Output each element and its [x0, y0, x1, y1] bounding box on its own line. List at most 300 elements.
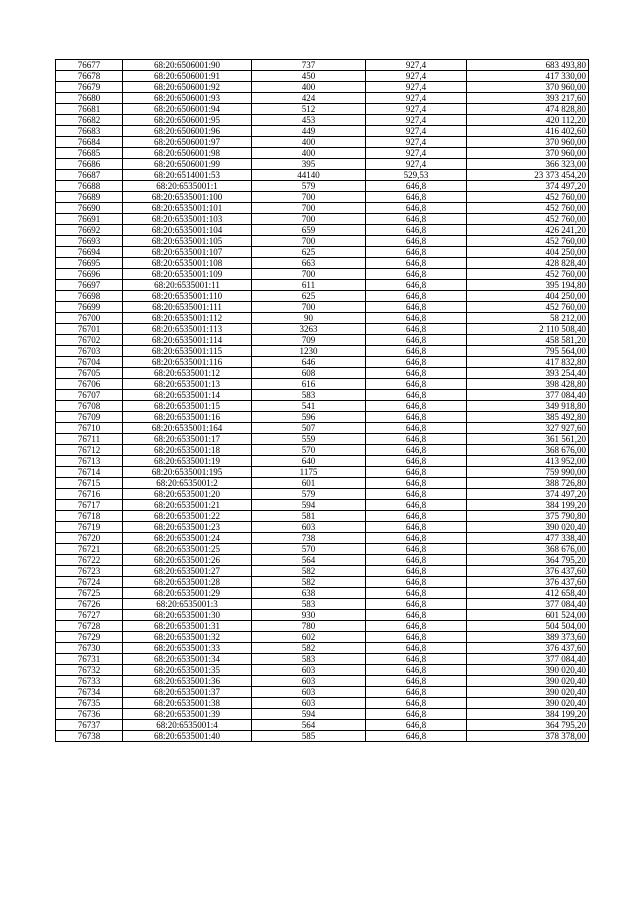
- area-cell: 400: [252, 137, 366, 148]
- rate-cell: 529,53: [366, 170, 467, 181]
- value-cell: 390 020,40: [467, 698, 589, 709]
- area-cell: 603: [252, 522, 366, 533]
- row-number-cell: 76706: [56, 379, 123, 390]
- area-cell: 700: [252, 192, 366, 203]
- table-row: [56, 412, 589, 423]
- value-cell: 376 437,60: [467, 643, 589, 654]
- value-cell: 390 020,40: [467, 676, 589, 687]
- cadastral-number-cell: 68:20:6535001:17: [123, 434, 252, 445]
- rate-cell: 927,4: [366, 71, 467, 82]
- row-number-cell: 76718: [56, 511, 123, 522]
- value-cell: 374 497,20: [467, 489, 589, 500]
- row-number-cell: 76725: [56, 588, 123, 599]
- area-cell: 1175: [252, 467, 366, 478]
- row-number-cell: 76698: [56, 291, 123, 302]
- row-number-cell: 76700: [56, 313, 123, 324]
- table-row: [56, 214, 589, 225]
- area-cell: 700: [252, 203, 366, 214]
- area-cell: 579: [252, 489, 366, 500]
- table-row: [56, 258, 589, 269]
- area-cell: 581: [252, 511, 366, 522]
- row-number-cell: 76723: [56, 566, 123, 577]
- row-number-cell: 76712: [56, 445, 123, 456]
- table-row: [56, 357, 589, 368]
- area-cell: 625: [252, 291, 366, 302]
- value-cell: 477 338,40: [467, 533, 589, 544]
- rate-cell: 646,8: [366, 676, 467, 687]
- rate-cell: 646,8: [366, 324, 467, 335]
- area-cell: 737: [252, 60, 366, 71]
- rate-cell: 646,8: [366, 544, 467, 555]
- row-number-cell: 76687: [56, 170, 123, 181]
- rate-cell: 646,8: [366, 500, 467, 511]
- cadastral-number-cell: 68:20:6535001:2: [123, 478, 252, 489]
- row-number-cell: 76702: [56, 335, 123, 346]
- area-cell: 453: [252, 115, 366, 126]
- cadastral-number-cell: 68:20:6506001:96: [123, 126, 252, 137]
- value-cell: 426 241,20: [467, 225, 589, 236]
- row-number-cell: 76708: [56, 401, 123, 412]
- rate-cell: 646,8: [366, 445, 467, 456]
- cadastral-number-cell: 68:20:6535001:28: [123, 577, 252, 588]
- row-number-cell: 76681: [56, 104, 123, 115]
- rate-cell: 646,8: [366, 588, 467, 599]
- area-cell: 603: [252, 665, 366, 676]
- cadastral-number-cell: 68:20:6506001:94: [123, 104, 252, 115]
- table-row: [56, 126, 589, 137]
- rate-cell: 646,8: [366, 368, 467, 379]
- value-cell: 393 217,60: [467, 93, 589, 104]
- rate-cell: 927,4: [366, 159, 467, 170]
- rate-cell: 646,8: [366, 423, 467, 434]
- cadastral-number-cell: 68:20:6535001:38: [123, 698, 252, 709]
- cadastral-number-cell: 68:20:6535001:3: [123, 599, 252, 610]
- value-cell: 417 330,00: [467, 71, 589, 82]
- value-cell: 759 990,00: [467, 467, 589, 478]
- rate-cell: 646,8: [366, 280, 467, 291]
- area-cell: 90: [252, 313, 366, 324]
- rate-cell: 646,8: [366, 379, 467, 390]
- value-cell: 58 212,00: [467, 313, 589, 324]
- area-cell: 449: [252, 126, 366, 137]
- area-cell: 638: [252, 588, 366, 599]
- cadastral-number-cell: 68:20:6535001:107: [123, 247, 252, 258]
- area-cell: 700: [252, 214, 366, 225]
- rate-cell: 646,8: [366, 203, 467, 214]
- table-row: [56, 687, 589, 698]
- area-cell: 559: [252, 434, 366, 445]
- row-number-cell: 76704: [56, 357, 123, 368]
- value-cell: 349 918,80: [467, 401, 589, 412]
- value-cell: 377 084,40: [467, 654, 589, 665]
- table-row: [56, 390, 589, 401]
- value-cell: 368 676,00: [467, 544, 589, 555]
- value-cell: 458 581,20: [467, 335, 589, 346]
- rate-cell: 646,8: [366, 533, 467, 544]
- rate-cell: 646,8: [366, 346, 467, 357]
- table-row: [56, 291, 589, 302]
- table-row: [56, 511, 589, 522]
- rate-cell: 646,8: [366, 357, 467, 368]
- row-number-cell: 76691: [56, 214, 123, 225]
- row-number-cell: 76716: [56, 489, 123, 500]
- table-row: [56, 632, 589, 643]
- area-cell: 585: [252, 731, 366, 742]
- rate-cell: 927,4: [366, 82, 467, 93]
- table-row: [56, 720, 589, 731]
- value-cell: 388 726,80: [467, 478, 589, 489]
- rate-cell: 927,4: [366, 137, 467, 148]
- rate-cell: 646,8: [366, 302, 467, 313]
- cadastral-number-cell: 68:20:6535001:16: [123, 412, 252, 423]
- area-cell: 709: [252, 335, 366, 346]
- row-number-cell: 76684: [56, 137, 123, 148]
- cadastral-number-cell: 68:20:6535001:35: [123, 665, 252, 676]
- area-cell: 582: [252, 566, 366, 577]
- table-row: [56, 313, 589, 324]
- area-cell: 608: [252, 368, 366, 379]
- area-cell: 564: [252, 555, 366, 566]
- row-number-cell: 76713: [56, 456, 123, 467]
- cadastral-number-cell: 68:20:6535001:26: [123, 555, 252, 566]
- value-cell: 404 250,00: [467, 247, 589, 258]
- row-number-cell: 76732: [56, 665, 123, 676]
- table-row: [56, 148, 589, 159]
- row-number-cell: 76695: [56, 258, 123, 269]
- table-row: [56, 137, 589, 148]
- rate-cell: 646,8: [366, 698, 467, 709]
- rate-cell: 646,8: [366, 555, 467, 566]
- table-row: [56, 203, 589, 214]
- cadastral-number-cell: 68:20:6535001:113: [123, 324, 252, 335]
- cadastral-number-cell: 68:20:6535001:31: [123, 621, 252, 632]
- value-cell: 416 402,60: [467, 126, 589, 137]
- area-cell: 780: [252, 621, 366, 632]
- table-row: [56, 698, 589, 709]
- row-number-cell: 76738: [56, 731, 123, 742]
- rate-cell: 927,4: [366, 148, 467, 159]
- cadastral-number-cell: 68:20:6506001:95: [123, 115, 252, 126]
- cadastral-number-cell: 68:20:6535001:115: [123, 346, 252, 357]
- table-row: [56, 643, 589, 654]
- value-cell: 368 676,00: [467, 445, 589, 456]
- table-row: [56, 346, 589, 357]
- value-cell: 385 492,80: [467, 412, 589, 423]
- table-row: [56, 544, 589, 555]
- cadastral-number-cell: 68:20:6535001:36: [123, 676, 252, 687]
- table-row: [56, 522, 589, 533]
- area-cell: 663: [252, 258, 366, 269]
- value-cell: 370 960,00: [467, 137, 589, 148]
- table-row: [56, 379, 589, 390]
- value-cell: 327 927,60: [467, 423, 589, 434]
- value-cell: 412 658,40: [467, 588, 589, 599]
- area-cell: 700: [252, 302, 366, 313]
- rate-cell: 646,8: [366, 511, 467, 522]
- area-cell: 579: [252, 181, 366, 192]
- cadastral-number-cell: 68:20:6506001:98: [123, 148, 252, 159]
- area-cell: 541: [252, 401, 366, 412]
- area-cell: 700: [252, 269, 366, 280]
- value-cell: 474 828,80: [467, 104, 589, 115]
- area-cell: 603: [252, 676, 366, 687]
- table-row: [56, 302, 589, 313]
- area-cell: 611: [252, 280, 366, 291]
- table-row: [56, 456, 589, 467]
- area-cell: 582: [252, 577, 366, 588]
- cadastral-number-cell: 68:20:6535001:15: [123, 401, 252, 412]
- table-row: [56, 115, 589, 126]
- table-row: [56, 225, 589, 236]
- rate-cell: 646,8: [366, 236, 467, 247]
- row-number-cell: 76686: [56, 159, 123, 170]
- table-row: [56, 434, 589, 445]
- rate-cell: 646,8: [366, 467, 467, 478]
- value-cell: 2 110 508,40: [467, 324, 589, 335]
- rate-cell: 646,8: [366, 214, 467, 225]
- row-number-cell: 76685: [56, 148, 123, 159]
- table-row: [56, 104, 589, 115]
- cadastral-number-cell: 68:20:6535001:25: [123, 544, 252, 555]
- cadastral-number-cell: 68:20:6506001:93: [123, 93, 252, 104]
- row-number-cell: 76721: [56, 544, 123, 555]
- area-cell: 582: [252, 643, 366, 654]
- area-cell: 602: [252, 632, 366, 643]
- cadastral-number-cell: 68:20:6506001:91: [123, 71, 252, 82]
- row-number-cell: 76694: [56, 247, 123, 258]
- value-cell: 390 020,40: [467, 522, 589, 533]
- value-cell: 364 795,20: [467, 555, 589, 566]
- table-row: [56, 665, 589, 676]
- row-number-cell: 76711: [56, 434, 123, 445]
- cadastral-number-cell: 68:20:6506001:92: [123, 82, 252, 93]
- area-cell: 700: [252, 236, 366, 247]
- value-cell: 452 760,00: [467, 302, 589, 313]
- cadastral-number-cell: 68:20:6506001:90: [123, 60, 252, 71]
- cadastral-number-cell: 68:20:6535001:13: [123, 379, 252, 390]
- value-cell: 417 832,80: [467, 357, 589, 368]
- area-cell: 400: [252, 148, 366, 159]
- cadastral-number-cell: 68:20:6535001:40: [123, 731, 252, 742]
- area-cell: 507: [252, 423, 366, 434]
- cadastral-number-cell: 68:20:6514001:53: [123, 170, 252, 181]
- cadastral-number-cell: 68:20:6535001:101: [123, 203, 252, 214]
- row-number-cell: 76689: [56, 192, 123, 203]
- area-cell: 583: [252, 599, 366, 610]
- cadastral-number-cell: 68:20:6535001:116: [123, 357, 252, 368]
- row-number-cell: 76726: [56, 599, 123, 610]
- area-cell: 930: [252, 610, 366, 621]
- cadastral-number-cell: 68:20:6535001:22: [123, 511, 252, 522]
- value-cell: 390 020,40: [467, 687, 589, 698]
- rate-cell: 646,8: [366, 225, 467, 236]
- table-body: [56, 60, 589, 742]
- cadastral-number-cell: 68:20:6506001:99: [123, 159, 252, 170]
- rate-cell: 646,8: [366, 181, 467, 192]
- value-cell: 683 493,80: [467, 60, 589, 71]
- rate-cell: 646,8: [366, 709, 467, 720]
- row-number-cell: 76678: [56, 71, 123, 82]
- row-number-cell: 76715: [56, 478, 123, 489]
- row-number-cell: 76701: [56, 324, 123, 335]
- area-cell: 625: [252, 247, 366, 258]
- row-number-cell: 76729: [56, 632, 123, 643]
- area-cell: 594: [252, 709, 366, 720]
- area-cell: 44140: [252, 170, 366, 181]
- table-row: [56, 324, 589, 335]
- rate-cell: 646,8: [366, 643, 467, 654]
- cadastral-number-cell: 68:20:6535001:104: [123, 225, 252, 236]
- area-cell: 450: [252, 71, 366, 82]
- table-row: [56, 599, 589, 610]
- row-number-cell: 76720: [56, 533, 123, 544]
- cadastral-value-table: [55, 59, 589, 742]
- rate-cell: 646,8: [366, 401, 467, 412]
- rate-cell: 646,8: [366, 687, 467, 698]
- value-cell: 23 373 454,20: [467, 170, 589, 181]
- cadastral-number-cell: 68:20:6535001:110: [123, 291, 252, 302]
- area-cell: 659: [252, 225, 366, 236]
- rate-cell: 646,8: [366, 335, 467, 346]
- area-cell: 738: [252, 533, 366, 544]
- rate-cell: 646,8: [366, 192, 467, 203]
- table-row: [56, 478, 589, 489]
- table-row: [56, 71, 589, 82]
- rate-cell: 646,8: [366, 566, 467, 577]
- area-cell: 583: [252, 390, 366, 401]
- rate-cell: 927,4: [366, 104, 467, 115]
- value-cell: 361 561,20: [467, 434, 589, 445]
- cadastral-number-cell: 68:20:6535001:39: [123, 709, 252, 720]
- value-cell: 384 199,20: [467, 500, 589, 511]
- row-number-cell: 76727: [56, 610, 123, 621]
- area-cell: 640: [252, 456, 366, 467]
- row-number-cell: 76733: [56, 676, 123, 687]
- cadastral-number-cell: 68:20:6535001:195: [123, 467, 252, 478]
- table-row: [56, 93, 589, 104]
- area-cell: 3263: [252, 324, 366, 335]
- cadastral-number-cell: 68:20:6535001:11: [123, 280, 252, 291]
- value-cell: 377 084,40: [467, 599, 589, 610]
- value-cell: 452 760,00: [467, 214, 589, 225]
- row-number-cell: 76736: [56, 709, 123, 720]
- row-number-cell: 76714: [56, 467, 123, 478]
- row-number-cell: 76705: [56, 368, 123, 379]
- value-cell: 377 084,40: [467, 390, 589, 401]
- table-row: [56, 192, 589, 203]
- value-cell: 376 437,60: [467, 577, 589, 588]
- table-row: [56, 236, 589, 247]
- rate-cell: 646,8: [366, 313, 467, 324]
- rate-cell: 646,8: [366, 654, 467, 665]
- area-cell: 1230: [252, 346, 366, 357]
- row-number-cell: 76737: [56, 720, 123, 731]
- area-cell: 616: [252, 379, 366, 390]
- row-number-cell: 76697: [56, 280, 123, 291]
- rate-cell: 646,8: [366, 456, 467, 467]
- table-row: [56, 555, 589, 566]
- value-cell: 374 497,20: [467, 181, 589, 192]
- cadastral-number-cell: 68:20:6535001:1: [123, 181, 252, 192]
- cadastral-number-cell: 68:20:6535001:34: [123, 654, 252, 665]
- table-row: [56, 335, 589, 346]
- table-row: [56, 676, 589, 687]
- table-row: [56, 533, 589, 544]
- rate-cell: 646,8: [366, 621, 467, 632]
- cadastral-number-cell: 68:20:6535001:12: [123, 368, 252, 379]
- cadastral-number-cell: 68:20:6535001:164: [123, 423, 252, 434]
- value-cell: 428 828,40: [467, 258, 589, 269]
- rate-cell: 927,4: [366, 126, 467, 137]
- cadastral-number-cell: 68:20:6535001:18: [123, 445, 252, 456]
- rate-cell: 646,8: [366, 665, 467, 676]
- area-cell: 601: [252, 478, 366, 489]
- area-cell: 583: [252, 654, 366, 665]
- table-row: [56, 280, 589, 291]
- area-cell: 424: [252, 93, 366, 104]
- table-row: [56, 610, 589, 621]
- cadastral-number-cell: 68:20:6535001:30: [123, 610, 252, 621]
- row-number-cell: 76682: [56, 115, 123, 126]
- area-cell: 570: [252, 544, 366, 555]
- rate-cell: 646,8: [366, 577, 467, 588]
- row-number-cell: 76690: [56, 203, 123, 214]
- table-row: [56, 500, 589, 511]
- rate-cell: 646,8: [366, 291, 467, 302]
- area-cell: 646: [252, 357, 366, 368]
- area-cell: 512: [252, 104, 366, 115]
- row-number-cell: 76730: [56, 643, 123, 654]
- value-cell: 795 564,00: [467, 346, 589, 357]
- table-row: [56, 489, 589, 500]
- rate-cell: 646,8: [366, 489, 467, 500]
- row-number-cell: 76680: [56, 93, 123, 104]
- table-row: [56, 159, 589, 170]
- rate-cell: 646,8: [366, 390, 467, 401]
- rate-cell: 646,8: [366, 731, 467, 742]
- area-cell: 603: [252, 698, 366, 709]
- cadastral-number-cell: 68:20:6535001:23: [123, 522, 252, 533]
- cadastral-number-cell: 68:20:6535001:33: [123, 643, 252, 654]
- rate-cell: 646,8: [366, 522, 467, 533]
- table-row: [56, 654, 589, 665]
- table-row: [56, 181, 589, 192]
- row-number-cell: 76731: [56, 654, 123, 665]
- value-cell: 404 250,00: [467, 291, 589, 302]
- value-cell: 452 760,00: [467, 236, 589, 247]
- rate-cell: 927,4: [366, 60, 467, 71]
- rate-cell: 646,8: [366, 632, 467, 643]
- value-cell: 452 760,00: [467, 203, 589, 214]
- value-cell: 389 373,60: [467, 632, 589, 643]
- value-cell: 384 199,20: [467, 709, 589, 720]
- cadastral-number-cell: 68:20:6535001:14: [123, 390, 252, 401]
- value-cell: 376 437,60: [467, 566, 589, 577]
- row-number-cell: 76693: [56, 236, 123, 247]
- value-cell: 378 378,00: [467, 731, 589, 742]
- value-cell: 601 524,00: [467, 610, 589, 621]
- row-number-cell: 76699: [56, 302, 123, 313]
- rate-cell: 927,4: [366, 93, 467, 104]
- area-cell: 570: [252, 445, 366, 456]
- cadastral-number-cell: 68:20:6535001:20: [123, 489, 252, 500]
- value-cell: 504 504,00: [467, 621, 589, 632]
- row-number-cell: 76707: [56, 390, 123, 401]
- rate-cell: 646,8: [366, 434, 467, 445]
- table-row: [56, 423, 589, 434]
- rate-cell: 646,8: [366, 412, 467, 423]
- rate-cell: 646,8: [366, 599, 467, 610]
